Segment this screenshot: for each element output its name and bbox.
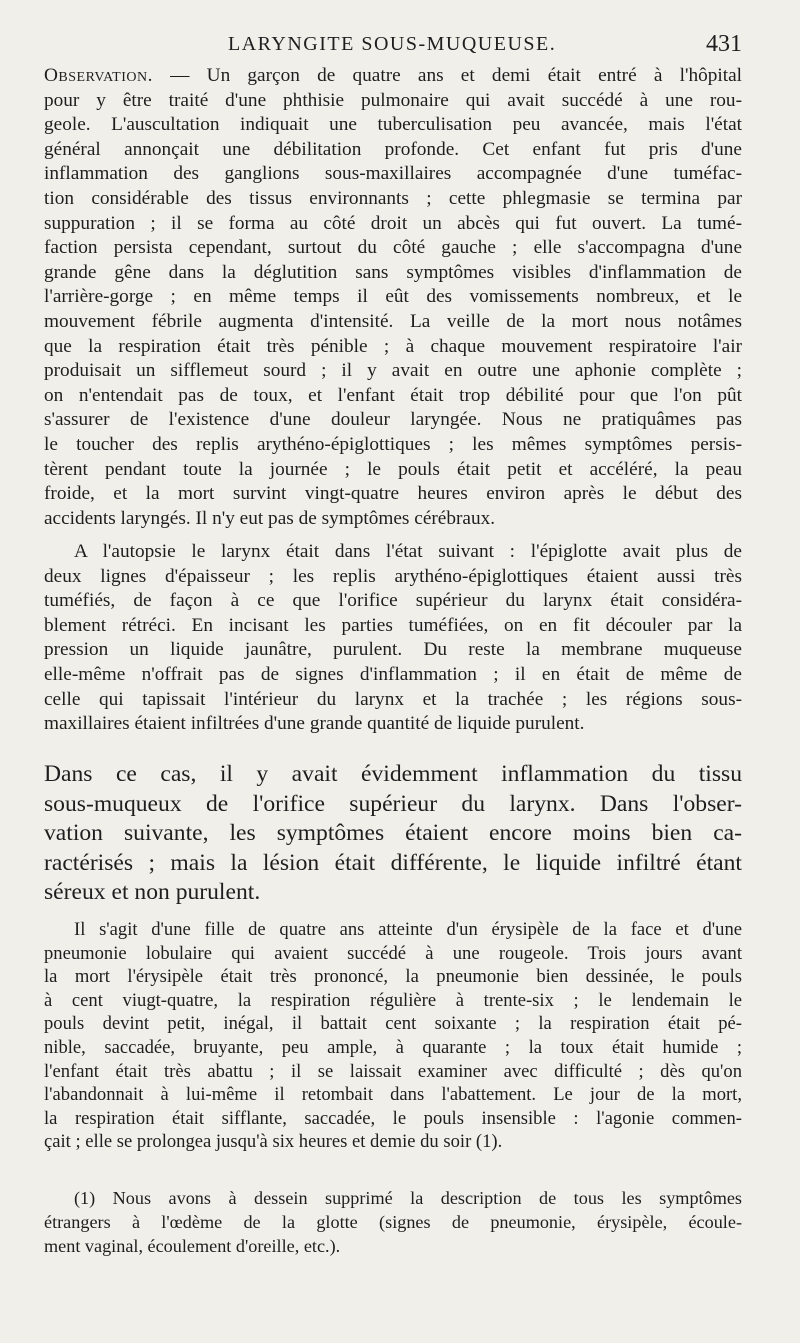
text-line: à cent viugt-quatre, la respiration régulière à trente-six ; le lendemain le xyxy=(44,989,742,1011)
text-line: blement rétréci. En incisant les parties tuméfiées, on en fit découler par la xyxy=(44,614,742,636)
text-line: Il s'agit d'une fille de quatre ans atteinte d'un érysipèle de la face et d'une xyxy=(74,919,742,940)
observation-paragraph xyxy=(44,64,742,531)
text-line: mouvement fébrile augmenta d'intensité. La veille de la mort nous notâmes xyxy=(44,310,742,332)
text-line: tuméfiés, de façon à ce que l'orifice supérieur du larynx était considéra- xyxy=(44,590,742,612)
observation-lead: Observation. xyxy=(44,65,153,86)
text-line: çait ; elle se prolongea jusqu'à six heures et demie du soir (1). xyxy=(44,1131,503,1153)
autopsy-paragraph xyxy=(44,540,742,737)
text-line: la respiration était sifflante, saccadée, le pouls insensible : l'agonie commen- xyxy=(44,1107,742,1129)
text-line: nible, saccadée, bruyante, peu ample, à quarante ; la toux était humide ; xyxy=(44,1036,742,1058)
text-line: général annonçait une débilitation profonde. Cet enfant fut pris d'une xyxy=(44,138,742,160)
text-line: geole. L'auscultation indiquait une tuberculisation peu avancée, mais l'état xyxy=(44,114,742,136)
main-text-paragraph xyxy=(44,760,742,908)
text-line: pneumonie lobulaire qui avaient succédé à une rougeole. Trois jours avant xyxy=(44,942,742,964)
text-line: l'enfant était très abattu ; il se laissait examiner avec difficulté ; dès qu'on xyxy=(44,1060,742,1082)
text-line: ractérisés ; mais la lésion était différente, le liquide infiltré étant xyxy=(44,849,742,876)
text-line: séreux et non purulent. xyxy=(44,879,261,906)
text-line: Dans ce cas, il y avait évidemment inflammation du tissu xyxy=(44,761,742,787)
text-line: vation suivante, les symptômes étaient encore moins bien ca- xyxy=(44,820,742,847)
text-line: pression un liquide jaunâtre, purulent. Du reste la membrane muqueuse xyxy=(44,639,742,661)
page-header xyxy=(44,33,742,61)
text-line: s'assurer de l'existence d'une douleur laryngée. Nous ne pratiquâmes pas xyxy=(44,409,742,431)
text-line: on n'entendait pas de toux, et l'enfant était trop débilité pour que l'on pût xyxy=(44,384,742,406)
text-line: pour y être traité d'une phthisie pulmonaire qui avait succédé à une rou- xyxy=(44,89,742,111)
text-line: le toucher des replis arythéno-épiglottiques ; les mêmes symptômes persis- xyxy=(44,433,742,455)
text-line: froide, et la mort survint vingt-quatre heures environ après le début des xyxy=(44,483,742,505)
text-line: suppuration ; il se forma au côté droit un abcès qui fut ouvert. La tumé- xyxy=(44,212,742,234)
text-line: grande gêne dans la déglutition sans symptômes visibles d'inflammation de xyxy=(44,261,742,283)
footnote-line: (1) Nous avons à dessein supprimé la description de tous les symptômes xyxy=(74,1188,742,1208)
text-line: elle-même n'offrait pas de signes d'inflammation ; il en était de même de xyxy=(44,663,742,685)
text-line: inflammation des ganglions sous-maxillaires accompagnée d'une tuméfac- xyxy=(44,163,742,185)
text-line: faction persista cependant, surtout du côté gauche ; elle s'accompagna d'une xyxy=(44,237,742,259)
text-line: tion considérable des tissus environnants ; cette phlegmasie se termina par xyxy=(44,187,742,209)
text-line: produisait un sifflemeut sourd ; il y avait en outre une aphonie complète ; xyxy=(44,360,742,382)
text-line: tèrent pendant toute la journée ; le pouls était petit et accéléré, la peau xyxy=(44,458,742,480)
footnote-line: ment vaginal, écoulement d'oreille, etc.). xyxy=(44,1236,341,1256)
second-case-paragraph xyxy=(44,918,742,1154)
text-line: celle qui tapissait l'intérieur du larynx et la trachée ; les régions sous- xyxy=(44,688,742,710)
text-line: A l'autopsie le larynx était dans l'état suivant : l'épiglotte avait plus de xyxy=(74,541,742,562)
footnote xyxy=(44,1186,742,1258)
text-line: que la respiration était très pénible ; à chaque mouvement respiratoire l'air xyxy=(44,335,742,357)
text-line: Observation. — Un garçon de quatre ans et demi était entré à l'hôpital xyxy=(44,65,742,86)
text-line: accidents laryngés. Il n'y eut pas de symptômes cérébraux. xyxy=(44,507,496,529)
footnote-line: étrangers à l'œdème de la glotte (signes de pneumonie, érysipèle, écoule- xyxy=(44,1212,742,1232)
running-title: LARYNGITE SOUS-MUQUEUSE. xyxy=(228,33,557,55)
text-line: sous-muqueux de l'orifice supérieur du larynx. Dans l'obser- xyxy=(44,790,742,817)
text-line: pouls devint petit, inégal, il battait cent soixante ; la respiration était pé- xyxy=(44,1013,742,1035)
text-line: la mort l'érysipèle était très prononcé, la pneumonie bien dessinée, le pouls xyxy=(44,966,742,988)
text-line: l'abandonnait à lui-même il retombait dans l'abattement. Le jour de la mort, xyxy=(44,1084,742,1106)
text-line: l'arrière-gorge ; en même temps il eût des vomissements nombreux, et le xyxy=(44,286,742,308)
text-line: deux lignes d'épaisseur ; les replis arythéno-épiglottiques étaient aussi très xyxy=(44,565,742,587)
text-line: maxillaires étaient infiltrées d'une grande quantité de liquide purulent. xyxy=(44,713,585,735)
page-number: 431 xyxy=(706,31,742,57)
